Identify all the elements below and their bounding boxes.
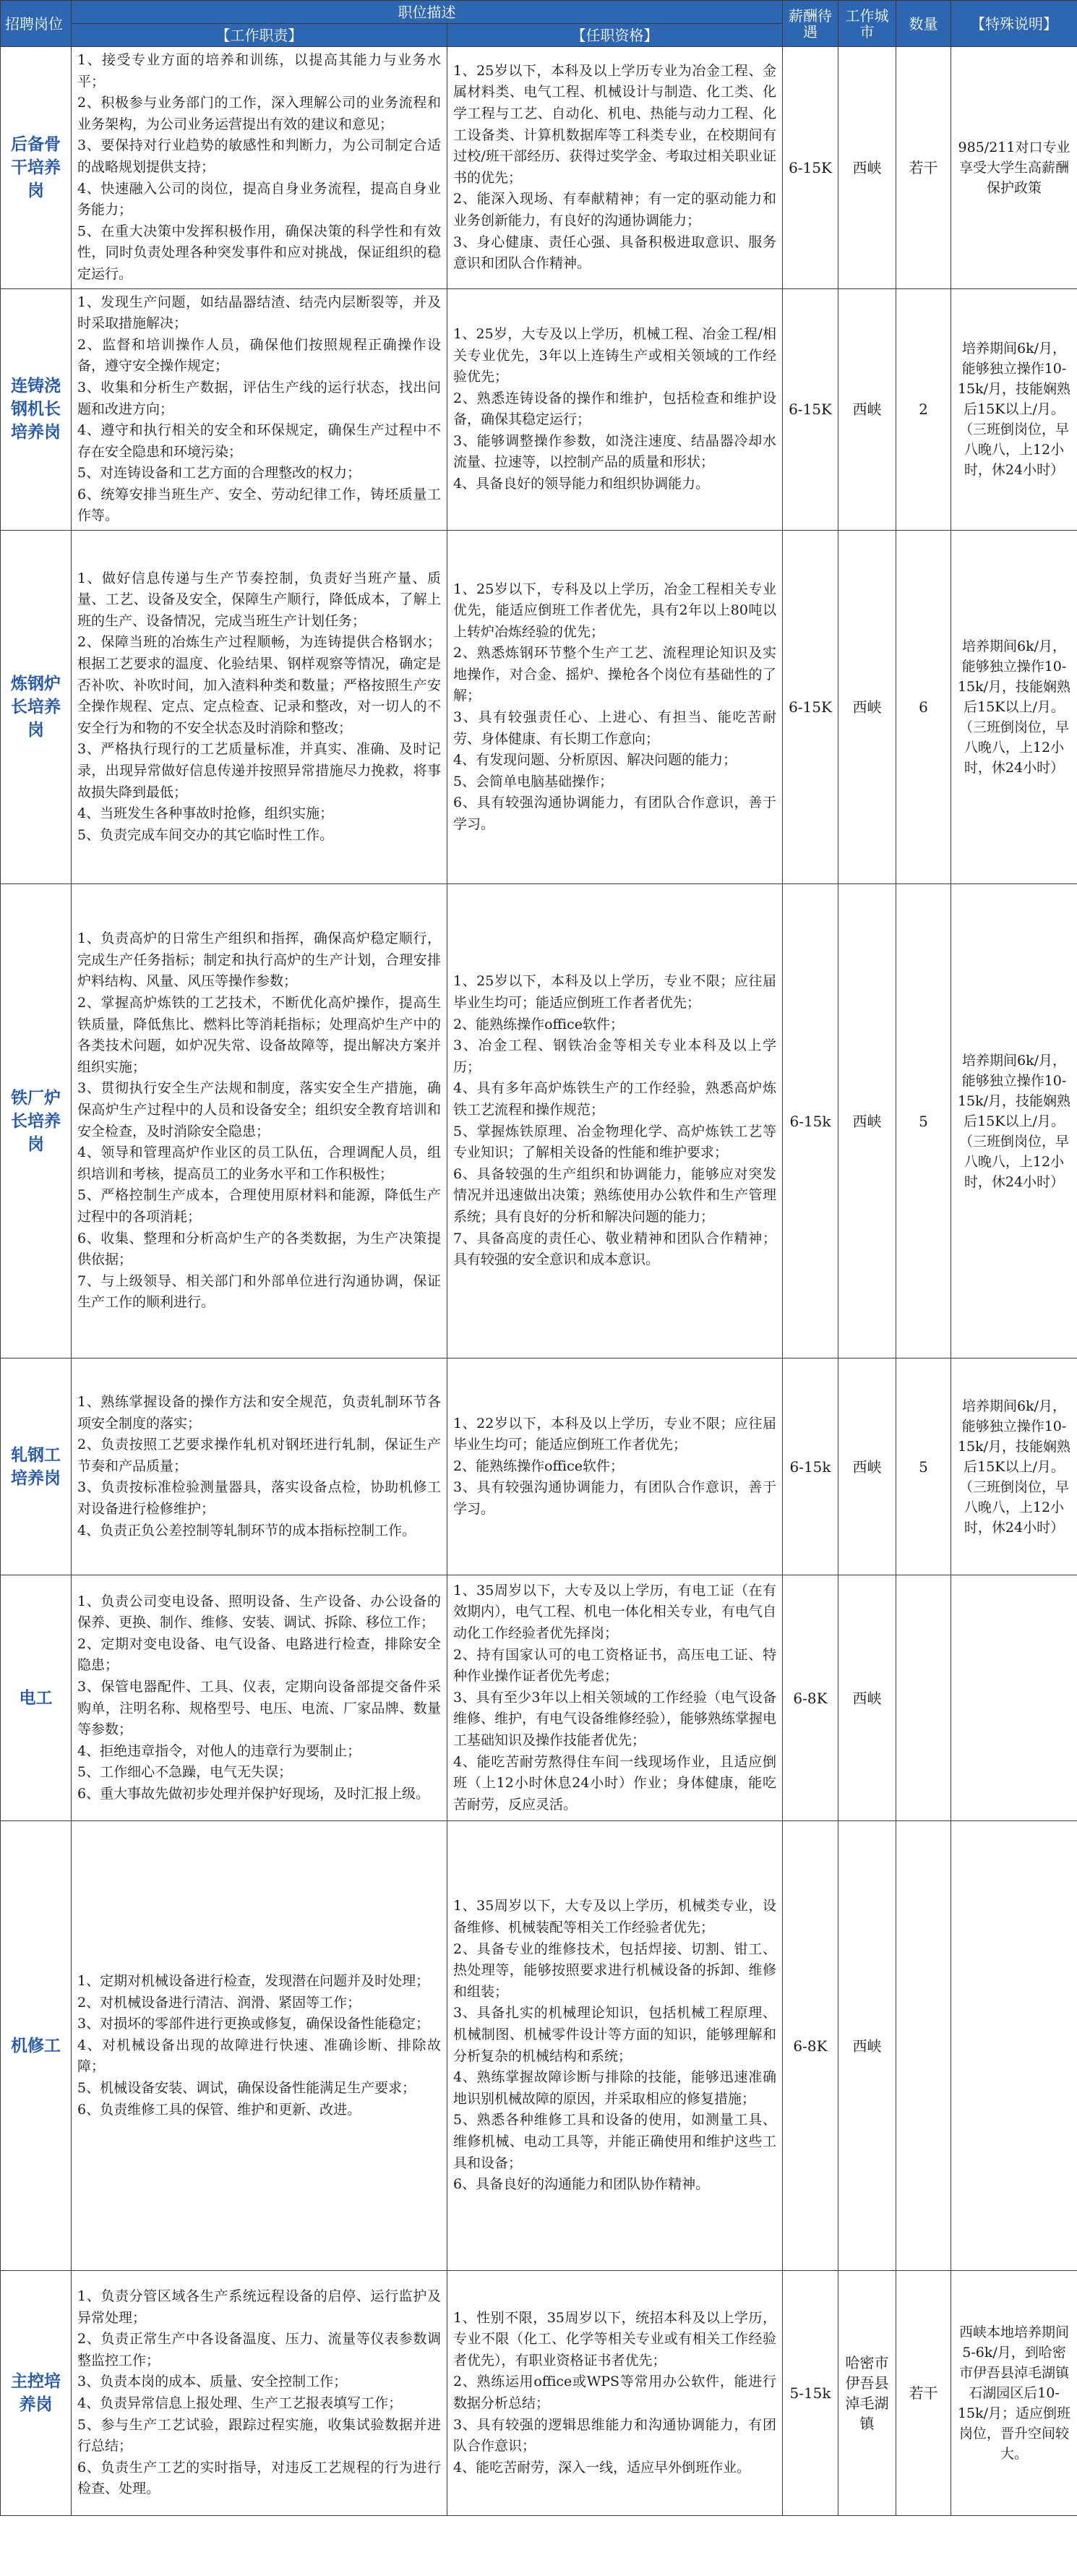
position-title: 铁厂炉长培养岗 [1,884,72,1358]
header-city: 工作城市 [838,1,896,47]
requirements-text: 1、25岁以下，专科及以上学历，冶金工程相关专业优先，能适应倒班工作者优先，具有2年以上80吨以上转炉冶炼经验的优先； 2、熟悉炼钢环节整个生产工艺、流程理论知识及实地操作，对合金、摇炉、操枪各个岗位有基础性的了解； 3、具有较强责任心、上进心、有担当、能吃苦耐劳、身体健康、有长期工作意向； 4、有发现问题、分析原因、解决问题的能力； 5、会简单电脑基础操作； 6、具有较强沟通协调能力，有团队合作意识，善于学习。 [447,531,783,884]
notes-cell [951,1575,1077,1821]
table-row [1,531,1077,884]
quantity-cell: 若干 [896,2271,951,2516]
notes-cell: 培养期间6k/月，能够独立操作10-15k/月，技能娴熟后15K以上/月。（三班倒岗位，早八晚八，上12小时，休24小时） [951,288,1077,531]
salary-cell: 6-15k [783,1358,838,1575]
quantity-cell: 若干 [896,47,951,289]
notes-cell [951,1821,1077,2271]
table-row [1,2271,1077,2516]
city-cell: 西峡 [838,288,896,531]
notes-cell: 培养期间6k/月，能够独立操作10-15k/月，技能娴熟后15K以上/月。（三班倒岗位，早八晚八，上12小时，休24小时） [951,884,1077,1358]
salary-cell: 6-15K [783,288,838,531]
table-row [1,1358,1077,1575]
notes-cell: 985/211对口专业享受大学生高薪酬保护政策 [951,47,1077,289]
salary-cell: 5-15k [783,2271,838,2516]
duties-text: 1、接受专业方面的培养和训练，以提高其能力与业务水平； 2、积极参与业务部门的工作，深入理解公司的业务流程和业务架构，为公司业务运营提出有效的建议和意见； 3、要保持对行业趋势的敏感性和判断力，为公司制定合适的战略规划提供支持； 4、快速融入公司的岗位，提高自身业务流程，提高自身业务能力； 5、在重大决策中发挥积极作用，确保决策的科学性和有效性，同时负责处理各种突发事件和应对挑战，保证组织的稳定运行。 [72,47,447,289]
duties-text: 1、发现生产问题，如结晶器结渣、结壳内层断裂等，并及时采取措施解决； 2、监督和培训操作人员，确保他们按照规程正确操作设备，遵守安全操作规定； 3、收集和分析生产数据，评估生产线的运行状态，找出问题和改进方向； 4、遵守和执行相关的安全和环保规定，确保生产过程中不存在安全隐患和环境污染； 5、对连铸设备和工艺方面的合理整改的权力； 6、统筹安排当班生产、安全、劳动纪律工作，铸坯质量工作等。 [72,288,447,531]
salary-cell: 6-15K [783,47,838,289]
position-title: 炼钢炉长培养岗 [1,531,72,884]
header-position: 招聘岗位 [1,1,72,47]
table-body [1,47,1077,2516]
table-row [1,1821,1077,2271]
table-row [1,884,1077,1358]
quantity-cell: 2 [896,288,951,531]
requirements-text: 1、35周岁以下，大专及以上学历，机械类专业，设备维修、机械装配等相关工作经验者优先； 2、具备专业的维修技术，包括焊接、切割、钳工、热处理等，能够按照要求进行机械设备的拆卸、维修和组装； 3、具备扎实的机械理论知识，包括机械工程原理、机械制图、机械零件设计等方面的知识，能够理解和分析复杂的机械结构和系统； 4、熟练掌握故障诊断与排除的技能，能够迅速准确地识别机械故障的原因，并采取相应的修复措施； 5、熟悉各种维修工具和设备的使用，如测量工具、维修机械、电动工具等，并能正确使用和维护这些工具和设备； 6、具备良好的沟通能力和团队协作精神。 [447,1821,783,2271]
duties-text: 1、做好信息传递与生产节奏控制，负责好当班产量、质量、工艺、设备及安全，保障生产顺行，降低成本，了解上班的生产、设备情况，完成当班生产计划任务； 2、保障当班的冶炼生产过程顺畅，为连铸提供合格钢水；根据工艺要求的温度、化验结果、钢样观察等情况，确定是否补吹、补吹时间，加入渣料种类和数量；严格按照生产安全操作规程、定点、定点检查、记录和整改，对一切人的不安全行为和物的不安全状态及时消除和整改； 3、严格执行现行的工艺质量标准，并真实、准确、及时记录，出现异常做好信息传递并按照异常措施尽力挽救，将事故损失降到最低； 4、当班发生各种事故时抢修，组织实施； 5、负责完成车间交办的其它临时性工作。 [72,531,447,884]
header-salary: 薪酬待遇 [783,1,838,47]
notes-cell: 西峡本地培养期间5-6k/月，到哈密市伊吾县淖毛湖镇石湖园区后10-15k/月；适应倒班岗位，晋升空间较大。 [951,2271,1077,2516]
notes-cell: 培养期间6k/月，能够独立操作10-15k/月，技能娴熟后15K以上/月。（三班倒岗位，早八晚八，上12小时，休24小时） [951,1358,1077,1575]
quantity-cell: 5 [896,884,951,1358]
requirements-text: 1、25岁，大专及以上学历，机械工程、冶金工程/相关专业优先，3年以上连铸生产或相关领域的工作经验优先； 2、熟悉连铸设备的操作和维护，包括检查和维护设备，确保其稳定运行； 3、能够调整操作参数，如浇注速度、结晶器冷却水流量、拉速等，以控制产品的质量和形状； 4、具备良好的领导能力和组织协调能力。 [447,288,783,531]
duties-text: 1、熟练掌握设备的操作方法和安全规范，负责轧制环节各项安全制度的落实； 2、负责按照工艺要求操作轧机对钢坯进行轧制，保证生产节奏和产品质量； 3、负责按标准检验测量器具，落实设备点检，协助机修工对设备进行检修维护； 4、负责正负公差控制等轧制环节的成本指标控制工作。 [72,1358,447,1575]
position-title: 电工 [1,1575,72,1821]
city-cell: 哈密市伊吾县淖毛湖镇 [838,2271,896,2516]
city-cell: 西峡 [838,47,896,289]
quantity-cell [896,1821,951,2271]
table-row [1,288,1077,531]
table-header [1,1,1077,47]
position-title: 主控培养岗 [1,2271,72,2516]
city-cell: 西峡 [838,1821,896,2271]
city-cell: 西峡 [838,531,896,884]
salary-cell: 6-15K [783,531,838,884]
requirements-text: 1、35周岁以下，大专及以上学历，有电工证（在有效期内），电气工程、机电一体化相关专业，有电气自动化工作经验者优先择岗； 2、持有国家认可的电工资格证书，高压电工证、特种作业操作证者优先考虑； 3、具有至少3年以上相关领域的工作经验（电气设备维修、维护，有电气设备维修经验），能够熟练掌握电工基础知识及操作技能者优先； 4、能吃苦耐劳熬得住车间一线现场作业，且适应倒班（上12小时休息24小时）作业；身体健康，能吃苦耐劳，反应灵活。 [447,1575,783,1821]
requirements-text: 1、25岁以下，本科及以上学历专业为冶金工程、金属材料类、电气工程、机械设计与制造、化工类、化学工程与工艺、自动化、机电、热能与动力工程、化工设备类、计算机数据库等工科类专业，在校期间有过校/班干部经历、获得过奖学金、考取过相关职业证书的优先； 2、能深入现场、有奉献精神；有一定的驱动能力和业务创新能力，有良好的沟通协调能力； 3、身心健康、责任心强、具备积极进取意识、服务意识和团队合作精神。 [447,47,783,289]
requirements-text: 1、22岁以下，本科及以上学历，专业不限；应往届毕业生均可；能适应倒班工作者优先； 2、能熟练操作office软件； 3、具有较强沟通协调能力，有团队合作意识，善于学习。 [447,1358,783,1575]
header-notes: 【特殊说明】 [951,1,1077,47]
duties-text: 1、负责高炉的日常生产组织和指挥，确保高炉稳定顺行，完成生产任务指标；制定和执行高炉的生产计划，合理安排炉料结构、风量、风压等操作参数； 2、掌握高炉炼铁的工艺技术，不断优化高炉操作，提高生铁质量，降低焦比、燃料比等消耗指标；处理高炉生产中的各类技术问题，如炉况失常、设备故障等，提出解决方案并组织实施； 3、贯彻执行安全生产法规和制度，落实安全生产措施，确保高炉生产过程中的人员和设备安全；组织安全教育培训和安全检查，及时消除安全隐患； 4、领导和管理高炉作业区的员工队伍，合理调配人员，组织培训和考核，提高员工的业务水平和工作积极性； 5、严格控制生产成本，合理使用原材料和能源，降低生产过程中的各项消耗； 6、收集、整理和分析高炉生产的各类数据，为生产决策提供依据； 7、与上级领导、相关部门和外部单位进行沟通协调，保证生产工作的顺利进行。 [72,884,447,1358]
requirements-text: 1、性别不限，35周岁以下，统招本科及以上学历，专业不限（化工、化学等相关专业或有相关工作经验者优先），有职业资格证书者优先； 2、熟练运用office或WPS等常用办公软件，能进行数据分析总结； 3、具有较强的逻辑思维能力和沟通协调能力，有团队合作意识； 4、能吃苦耐劳，深入一线，适应早外倒班作业。 [447,2271,783,2516]
duties-text: 1、负责分管区域各生产系统远程设备的启停、运行监护及异常处理； 2、负责正常生产中各设备温度、压力、流量等仪表参数调整监控工作； 3、负责本岗的成本、质量、安全控制工作； 4、负责异常信息上报处理、生产工艺报表填写工作； 5、参与生产工艺试验，跟踪过程实施，收集试验数据并进行总结； 6、负责生产工艺的实时指导，对违反工艺规程的行为进行检查、处理。 [72,2271,447,2516]
position-title: 机修工 [1,1821,72,2271]
city-cell: 西峡 [838,884,896,1358]
header-job-desc: 职位描述 [72,1,783,24]
salary-cell: 6-8K [783,1821,838,2271]
header-requirements: 【任职资格】 [447,24,783,47]
quantity-cell: 5 [896,1358,951,1575]
position-title: 连铸浇钢机长培养岗 [1,288,72,531]
duties-text: 1、负责公司变电设备、照明设备、生产设备、办公设备的保养、更换、制作、维修、安装、调试、拆除、移位工作； 2、定期对变电设备、电气设备、电路进行检查，排除安全隐患； 3、保管电器配件、工具、仪表，定期向设备部提交备件采购单，注明名称、规格型号、电压、电流、厂家品牌、数量等参数； 4、拒绝违章指令，对他人的违章行为要制止； 5、工作细心不急躁，电气无失误； 6、重大事故先做初步处理并保护好现场，及时汇报上级。 [72,1575,447,1821]
notes-cell: 培养期间6k/月，能够独立操作10-15k/月，技能娴熟后15K以上/月。（三班倒岗位，早八晚八，上12小时，休24小时） [951,531,1077,884]
header-quantity: 数量 [896,1,951,47]
position-title: 后备骨干培养岗 [1,47,72,289]
city-cell: 西峡 [838,1575,896,1821]
city-cell: 西峡 [838,1358,896,1575]
quantity-cell: 6 [896,531,951,884]
position-title: 轧钢工培养岗 [1,1358,72,1575]
requirements-text: 1、25岁以下，本科及以上学历，专业不限；应往届毕业生均可；能适应倒班工作者者优先； 2、能熟练操作office软件； 3、冶金工程、钢铁冶金等相关专业本科及以上学历； 4、具有多年高炉炼铁生产的工作经验，熟悉高炉炼铁工艺流程和操作规范； 5、掌握炼铁原理、冶金物理化学、高炉炼铁工艺等专业知识；了解相关设备的性能和维护要求； 6、具备较强的生产组织和协调能力，能够应对突发情况并迅速做出决策；熟练使用办公软件和生产管理系统；具有良好的分析和解决问题的能力； 7、具备高度的责任心、敬业精神和团队合作精神；具有较强的安全意识和成本意识。 [447,884,783,1358]
salary-cell: 6-15k [783,884,838,1358]
quantity-cell [896,1575,951,1821]
duties-text: 1、定期对机械设备进行检查，发现潜在问题并及时处理； 2、对机械设备进行清洁、润滑、紧固等工作； 3、对损坏的零部件进行更换或修复，确保设备性能稳定； 4、对机械设备出现的故障进行快速、准确诊断、排除故障； 5、机械设备安装、调试，确保设备性能满足生产要求； 6、负责维修工具的保管、维护和更新、改进。 [72,1821,447,2271]
header-duties: 【工作职责】 [72,24,447,47]
table-row [1,1575,1077,1821]
salary-cell: 6-8K [783,1575,838,1821]
table-row [1,47,1077,289]
